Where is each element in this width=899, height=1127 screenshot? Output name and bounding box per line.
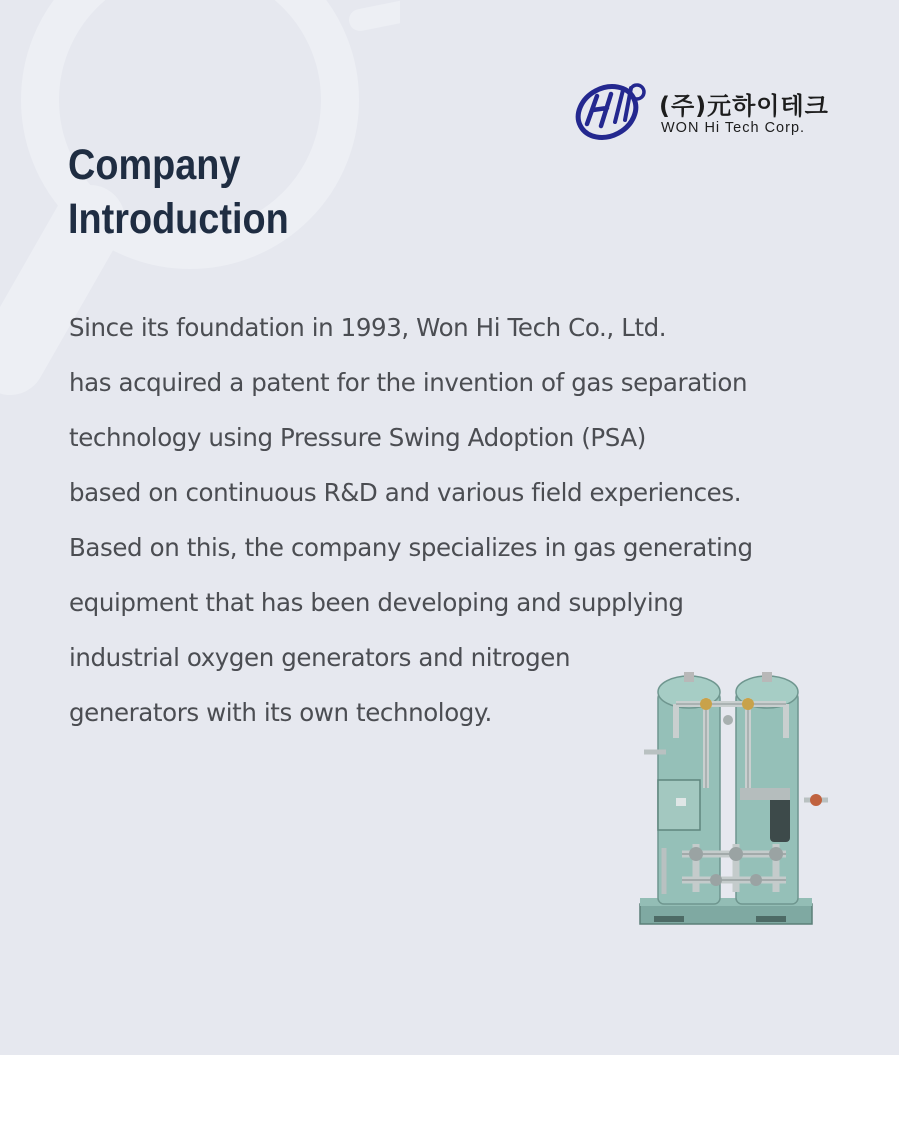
page-title-line-2: Introduction [68,195,289,243]
company-logo-korean: (주)元하이테크 [659,92,829,120]
intro-line: generators with its own technology. [69,698,492,727]
intro-line: has acquired a patent for the invention of gas separation [69,368,748,397]
company-logo [571,76,833,142]
intro-line: Since its foundation in 1993, Won Hi Tech Co., Ltd. [69,313,667,342]
intro-line: technology using Pressure Swing Adoption (PSA) [69,423,646,452]
gas-generator-machine-image [636,668,836,934]
intro-line: Based on this, the company specializes in gas generating [69,533,753,562]
company-logo-mark-icon [571,76,657,142]
company-logo-english: WON Hi Tech Corp. [661,120,806,136]
page-title [68,138,289,246]
intro-line: equipment that has been developing and supplying [69,588,684,617]
page-title-line-1: Company [68,141,241,189]
intro-line: based on continuous R&D and various field experiences. [69,478,742,507]
intro-line: industrial oxygen generators and nitrogen [69,643,571,672]
